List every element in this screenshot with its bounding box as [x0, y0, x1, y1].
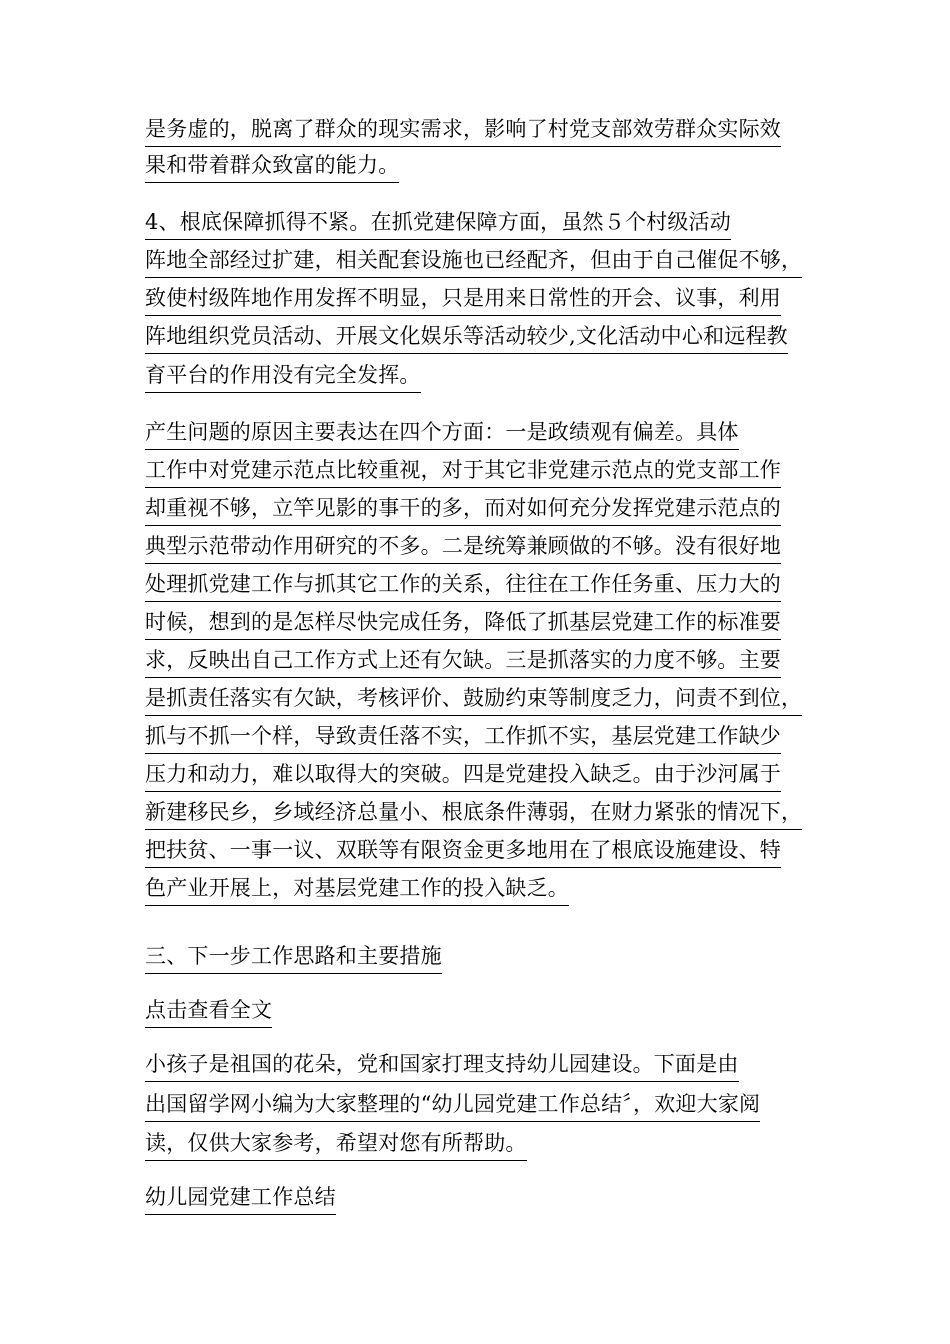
text-line: 果和带着群众致富的能力。 [145, 148, 399, 183]
text-line: 求，反映出自己工作方式上还有欠缺。三是抓落实的力度不够。主要 [145, 643, 781, 678]
text-line: 产生问题的原因主要表达在四个方面：一是政绩观有偏差。具体 [145, 415, 739, 450]
text-line: 色产业开展上，对基层党建工作的投入缺乏。 [145, 871, 569, 906]
read-full-text-link[interactable]: 点击查看全文 [145, 993, 272, 1028]
text-line: 阵地全部经过扩建，相关配套设施也已经配齐，但由于自己催促不够， [145, 243, 802, 278]
text-line: 是务虚的，脱离了群众的现实需求，影响了村党支部效劳群众实际效 [145, 112, 781, 147]
section-heading: 三、下一步工作思路和主要措施 [145, 939, 442, 974]
text-line: 读，仅供大家参考，希望对您有所帮助。 [145, 1126, 527, 1161]
text-line: 4、根底保障抓得不紧。在抓党建保障方面，虽然５个村级活动 [145, 205, 731, 240]
text-line: 时候，想到的是怎样尽快完成任务，降低了抓基层党建工作的标准要 [145, 605, 781, 640]
text-line: 阵地组织党员活动、开展文化娱乐等活动较少,文化活动中心和远程教 [145, 319, 788, 354]
text-line: 是抓责任落实有欠缺，考核评价、鼓励约束等制度乏力，问责不到位， [145, 681, 802, 716]
text-line: 小孩子是祖国的花朵，党和国家打理支持幼儿园建设。下面是由 [145, 1047, 739, 1082]
text-line: 育平台的作用没有完全发挥。 [145, 358, 421, 393]
text-line: 致使村级阵地作用发挥不明显，只是用来日常性的开会、议事，利用 [145, 281, 781, 316]
text-line: 出国留学网小编为大家整理的“幼儿园党建工作总结〞，欢迎大家阅 [145, 1087, 760, 1122]
text-line: 工作中对党建示范点比较重视，对于其它非党建示范点的党支部工作 [145, 453, 781, 488]
text-line: 处理抓党建工作与抓其它工作的关系，往往在工作任务重、压力大的 [145, 567, 781, 602]
text-line: 典型示范带动作用研究的不多。二是统筹兼顾做的不够。没有很好地 [145, 529, 781, 564]
article-subtitle: 幼儿园党建工作总结 [145, 1180, 336, 1215]
text-line: 压力和动力，难以取得大的突破。四是党建投入缺乏。由于沙河属于 [145, 757, 781, 792]
text-line: 把扶贫、一事一议、双联等有限资金更多地用在了根底设施建设、特 [145, 833, 781, 868]
text-line: 抓与不抓一个样，导致责任落不实，工作抓不实，基层党建工作缺少 [145, 719, 781, 754]
text-line: 却重视不够，立竿见影的事干的多，而对如何充分发挥党建示范点的 [145, 491, 781, 526]
text-line: 新建移民乡，乡域经济总量小、根底条件薄弱，在财力紧张的情况下， [145, 795, 802, 830]
